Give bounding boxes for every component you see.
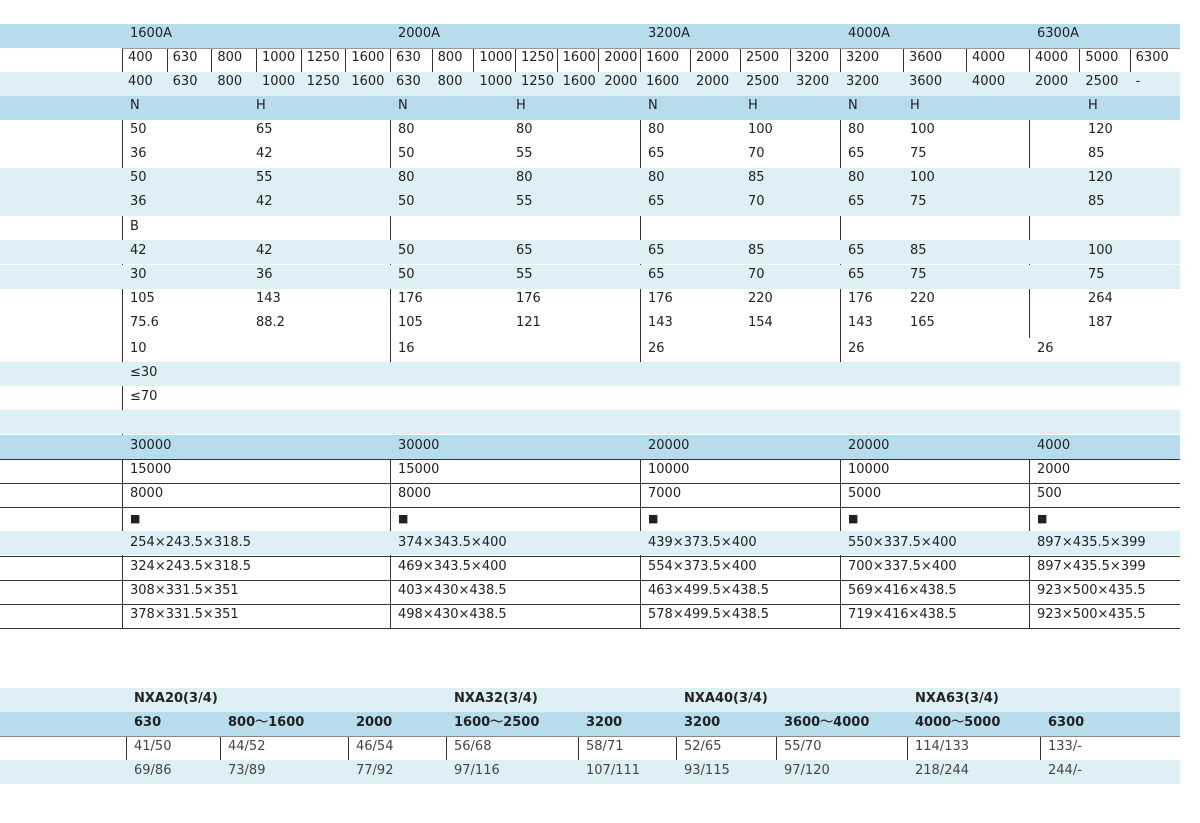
rating-cell: 630 <box>396 74 421 89</box>
rating-cell: 1000 <box>262 74 296 89</box>
operating-time: 16 <box>398 341 415 356</box>
operating-time: 26 <box>648 341 665 356</box>
rating-cell: 800 <box>437 74 463 89</box>
operating-time: 26 <box>848 341 865 356</box>
value-cell: 85 <box>910 243 927 258</box>
value-cell: 80 <box>648 170 665 185</box>
table-band <box>0 24 1180 48</box>
value-cell: 65 <box>648 146 665 161</box>
rating-cell: 2000 <box>696 50 730 65</box>
weight-value: 69/86 <box>134 763 172 778</box>
value-cell: 42 <box>256 243 273 258</box>
life-value: 15000 <box>130 462 172 477</box>
value-cell: 65 <box>648 243 665 258</box>
value-cell: N <box>398 98 408 113</box>
rating-cell: 2000 <box>604 50 638 65</box>
rating-cell: 3200 <box>846 50 880 65</box>
life-value: 15000 <box>398 462 440 477</box>
table-band <box>0 265 1180 289</box>
weight-value: 52/65 <box>684 739 722 754</box>
limit-value: ≤30 <box>130 365 158 380</box>
rating-cell: 630 <box>396 50 421 65</box>
weight-value: 107/111 <box>586 763 641 778</box>
value-cell: 80 <box>398 170 415 185</box>
value-cell: 65 <box>848 267 865 282</box>
table-band <box>0 240 1180 264</box>
life-value: 10000 <box>848 462 890 477</box>
square-mark: ■ <box>130 512 141 525</box>
value-cell: 100 <box>1088 243 1113 258</box>
value-cell: 85 <box>748 170 765 185</box>
weight-value: 44/52 <box>228 739 266 754</box>
rating-cell: 5000 <box>1085 50 1119 65</box>
rating-cell: 2500 <box>1085 74 1119 89</box>
dimension-value: 403×430×438.5 <box>398 583 507 598</box>
value-cell: 120 <box>1088 170 1113 185</box>
value-cell: 65 <box>648 267 665 282</box>
table-band <box>0 435 1180 459</box>
rating-header: 1600～2500 <box>454 715 540 730</box>
rating-header: 800～1600 <box>228 715 305 730</box>
value-cell: N <box>130 98 140 113</box>
value-cell: 50 <box>398 243 415 258</box>
life-value: 8000 <box>398 486 432 501</box>
frame-header: 3200A <box>648 26 690 41</box>
rating-cell: 400 <box>128 50 153 65</box>
value-cell: 143 <box>648 315 673 330</box>
rating-cell: 4000 <box>972 50 1006 65</box>
limit-value: ≤70 <box>130 389 158 404</box>
weight-value: 97/120 <box>784 763 830 778</box>
frame-header: 2000A <box>398 26 440 41</box>
weight-value: 77/92 <box>356 763 394 778</box>
rating-header: 3200 <box>684 715 721 730</box>
value-cell: 36 <box>256 267 273 282</box>
dimension-value: 897×435.5×399 <box>1037 535 1146 550</box>
value-cell: 80 <box>848 170 865 185</box>
dimension-value: 923×500×435.5 <box>1037 607 1146 622</box>
rating-header: 3600～4000 <box>784 715 870 730</box>
value-cell: 75 <box>910 194 927 209</box>
dimension-value: 324×243.5×318.5 <box>130 559 252 574</box>
life-value: 10000 <box>648 462 690 477</box>
rating-cell: 1000 <box>479 74 513 89</box>
rating-cell: 1600 <box>562 50 596 65</box>
weight-value: 244/- <box>1048 763 1082 778</box>
dimension-value: 308×331.5×351 <box>130 583 239 598</box>
value-cell: 85 <box>1088 194 1105 209</box>
rating-cell: 1600 <box>351 50 385 65</box>
rating-cell: 1600 <box>351 74 385 89</box>
value-cell: 176 <box>516 291 541 306</box>
value-cell: 65 <box>848 146 865 161</box>
table-band <box>0 362 1180 386</box>
value-cell: 65 <box>848 194 865 209</box>
weight-value: 114/133 <box>915 739 970 754</box>
category-label: B <box>130 219 139 234</box>
life-value: 20000 <box>648 438 690 453</box>
weight-value: 218/244 <box>915 763 970 778</box>
weight-value: 73/89 <box>228 763 266 778</box>
life-value: 20000 <box>848 438 890 453</box>
value-cell: 105 <box>130 291 155 306</box>
rating-cell: 800 <box>217 74 243 89</box>
life-value: 2000 <box>1037 462 1071 477</box>
rating-cell: 1600 <box>646 50 680 65</box>
value-cell: N <box>648 98 658 113</box>
square-mark: ■ <box>648 512 659 525</box>
life-value: 30000 <box>130 438 172 453</box>
value-cell: 85 <box>1088 146 1105 161</box>
frame-header: 4000A <box>848 26 890 41</box>
value-cell: 55 <box>516 194 533 209</box>
dimension-value: 700×337.5×400 <box>848 559 957 574</box>
weight-value: 93/115 <box>684 763 730 778</box>
dimension-value: 498×430×438.5 <box>398 607 507 622</box>
value-cell: 154 <box>748 315 773 330</box>
value-cell: 80 <box>516 170 533 185</box>
rating-cell: - <box>1135 74 1141 89</box>
weight-value: 133/- <box>1048 739 1082 754</box>
life-value: 4000 <box>1037 438 1071 453</box>
square-mark: ■ <box>848 512 859 525</box>
value-cell: 70 <box>748 194 765 209</box>
value-cell: 80 <box>398 122 415 137</box>
value-cell: 176 <box>398 291 423 306</box>
weight-value: 58/71 <box>586 739 624 754</box>
value-cell: H <box>910 98 920 113</box>
dimension-value: 569×416×438.5 <box>848 583 957 598</box>
value-cell: 80 <box>516 122 533 137</box>
life-value: 8000 <box>130 486 164 501</box>
value-cell: 65 <box>256 122 273 137</box>
rating-cell: 1250 <box>521 50 555 65</box>
table-band <box>0 192 1180 216</box>
dimension-value: 378×331.5×351 <box>130 607 239 622</box>
rating-cell: 630 <box>172 74 198 89</box>
value-cell: 42 <box>256 194 273 209</box>
value-cell: 176 <box>648 291 673 306</box>
rating-cell: 2000 <box>1035 74 1069 89</box>
weight-value: 97/116 <box>454 763 500 778</box>
frame-header: 6300A <box>1037 26 1079 41</box>
rating-cell: 630 <box>172 50 198 65</box>
dimension-value: 550×337.5×400 <box>848 535 957 550</box>
rating-cell: 1000 <box>262 50 296 65</box>
rating-cell: 3200 <box>846 74 880 89</box>
rating-cell: 1600 <box>646 74 680 89</box>
value-cell: 121 <box>516 315 541 330</box>
value-cell: H <box>256 98 266 113</box>
operating-time: 26 <box>1037 341 1054 356</box>
dimension-value: 554×373.5×400 <box>648 559 757 574</box>
dimension-value: 469×343.5×400 <box>398 559 507 574</box>
rating-header: 4000～5000 <box>915 715 1001 730</box>
value-cell: 55 <box>256 170 273 185</box>
table-band <box>0 168 1180 192</box>
value-cell: 85 <box>748 243 765 258</box>
rating-cell: 1250 <box>306 50 340 65</box>
value-cell: 187 <box>1088 315 1113 330</box>
value-cell: 88.2 <box>256 315 285 330</box>
value-cell: 100 <box>748 122 773 137</box>
rating-cell: 1250 <box>306 74 340 89</box>
square-mark: ■ <box>1037 512 1048 525</box>
value-cell: 65 <box>648 194 665 209</box>
value-cell: 176 <box>848 291 873 306</box>
value-cell: 70 <box>748 267 765 282</box>
value-cell: 220 <box>748 291 773 306</box>
value-cell: 165 <box>910 315 935 330</box>
value-cell: 55 <box>516 267 533 282</box>
life-value: 30000 <box>398 438 440 453</box>
rating-cell: 2500 <box>746 50 780 65</box>
value-cell: 30 <box>130 267 147 282</box>
life-value: 7000 <box>648 486 682 501</box>
rating-header: 2000 <box>356 715 393 730</box>
rating-header: 630 <box>134 715 162 730</box>
rating-cell: 3600 <box>909 74 943 89</box>
value-cell: 65 <box>516 243 533 258</box>
table-band <box>0 410 1180 434</box>
value-cell: 36 <box>130 194 147 209</box>
dimension-value: 578×499.5×438.5 <box>648 607 770 622</box>
dimension-value: 923×500×435.5 <box>1037 583 1146 598</box>
rating-cell: 3200 <box>796 50 830 65</box>
value-cell: 220 <box>910 291 935 306</box>
value-cell: 100 <box>910 122 935 137</box>
rating-cell: 2000 <box>696 74 730 89</box>
square-mark: ■ <box>398 512 409 525</box>
value-cell: 50 <box>398 267 415 282</box>
value-cell: 75 <box>1088 267 1105 282</box>
dimension-value: 439×373.5×400 <box>648 535 757 550</box>
value-cell: 50 <box>398 194 415 209</box>
value-cell: 143 <box>848 315 873 330</box>
weight-value: 56/68 <box>454 739 492 754</box>
model-header: NXA63(3/4) <box>915 691 999 706</box>
value-cell: 42 <box>256 146 273 161</box>
value-cell: 75.6 <box>130 315 159 330</box>
rating-cell: 400 <box>128 74 153 89</box>
value-cell: 80 <box>648 122 665 137</box>
value-cell: 75 <box>910 146 927 161</box>
rating-cell: 4000 <box>1035 50 1069 65</box>
rating-cell: 2000 <box>604 74 638 89</box>
model-header: NXA20(3/4) <box>134 691 218 706</box>
rating-cell: 1000 <box>479 50 513 65</box>
dimension-value: 719×416×438.5 <box>848 607 957 622</box>
dimension-value: 897×435.5×399 <box>1037 559 1146 574</box>
rating-header: 6300 <box>1048 715 1085 730</box>
dimension-value: 463×499.5×438.5 <box>648 583 770 598</box>
value-cell: 75 <box>910 267 927 282</box>
rating-cell: 4000 <box>972 74 1006 89</box>
dimension-value: 254×243.5×318.5 <box>130 535 252 550</box>
model-header: NXA40(3/4) <box>684 691 768 706</box>
value-cell: H <box>748 98 758 113</box>
model-header: NXA32(3/4) <box>454 691 538 706</box>
rating-header: 3200 <box>586 715 623 730</box>
value-cell: 50 <box>398 146 415 161</box>
value-cell: N <box>848 98 858 113</box>
value-cell: 50 <box>130 122 147 137</box>
life-value: 5000 <box>848 486 882 501</box>
value-cell: 105 <box>398 315 423 330</box>
rating-cell: 800 <box>217 50 243 65</box>
value-cell: 80 <box>848 122 865 137</box>
rating-cell: 2500 <box>746 74 780 89</box>
value-cell: 70 <box>748 146 765 161</box>
frame-header: 1600A <box>130 26 172 41</box>
dimension-value: 374×343.5×400 <box>398 535 507 550</box>
weight-value: 41/50 <box>134 739 172 754</box>
rating-cell: 3600 <box>909 50 943 65</box>
rating-cell: 800 <box>437 50 463 65</box>
value-cell: H <box>1088 98 1098 113</box>
value-cell: 100 <box>910 170 935 185</box>
value-cell: 264 <box>1088 291 1113 306</box>
value-cell: 120 <box>1088 122 1113 137</box>
value-cell: 36 <box>130 146 147 161</box>
rating-cell: 1600 <box>562 74 596 89</box>
value-cell: 42 <box>130 243 147 258</box>
value-cell: 65 <box>848 243 865 258</box>
life-value: 500 <box>1037 486 1062 501</box>
value-cell: H <box>516 98 526 113</box>
table-band <box>0 96 1180 120</box>
weight-value: 46/54 <box>356 739 394 754</box>
operating-time: 10 <box>130 341 147 356</box>
value-cell: 50 <box>130 170 147 185</box>
value-cell: 55 <box>516 146 533 161</box>
weight-value: 55/70 <box>784 739 822 754</box>
value-cell: 143 <box>256 291 281 306</box>
rating-cell: 3200 <box>796 74 830 89</box>
rating-cell: 6300 <box>1135 50 1169 65</box>
rating-cell: 1250 <box>521 74 555 89</box>
